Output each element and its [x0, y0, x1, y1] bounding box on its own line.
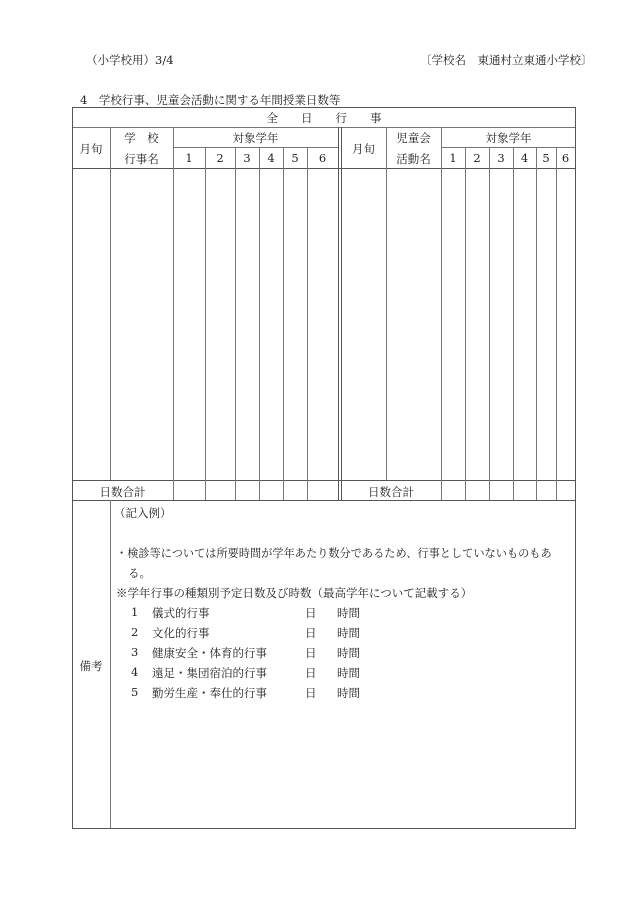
left-month-header: 月旬 — [79, 142, 103, 156]
right-activity-header-line1: 児童会 — [396, 131, 431, 145]
right-grade-5: 5 — [542, 151, 550, 165]
remarks-item-number: 4 — [131, 665, 139, 679]
remarks-item-hour-unit: 時間 — [337, 606, 360, 620]
left-grade-6: 6 — [318, 151, 327, 165]
page-header-left: （小学校用）3/4 — [86, 53, 174, 67]
remarks-item-day-unit: 日 — [305, 646, 317, 660]
right-total-label: 日数合計 — [368, 485, 414, 499]
remarks-plan-title: ※学年行事の種類別予定日数及び時数（最高学年について記載する） — [116, 586, 473, 600]
left-event-header-line2: 行事名 — [124, 152, 159, 166]
remarks-item-hour-unit: 時間 — [337, 686, 360, 700]
remarks-item-number: 3 — [131, 645, 139, 659]
remarks-note-line2: る。 — [128, 566, 151, 580]
left-event-header-line1: 学 校 — [124, 131, 159, 145]
table-top-header: 全 日 行 事 — [266, 111, 382, 125]
left-grade-5: 5 — [291, 151, 299, 165]
remarks-item-number: 2 — [131, 625, 139, 639]
remarks-item-number: 5 — [131, 685, 139, 699]
remarks-note-line1: ・検診等については所要時間が学年あたり数分であるため、行事としていないものもあ — [116, 547, 552, 560]
right-month-header: 月旬 — [352, 142, 375, 156]
remarks-item-hour-unit: 時間 — [337, 646, 360, 660]
right-grade-2: 2 — [473, 151, 481, 165]
remarks-item-name: 遠足・集団宿泊的行事 — [152, 666, 267, 680]
remarks-label: 備考 — [79, 659, 103, 673]
remarks-item-hour-unit: 時間 — [337, 666, 360, 680]
left-grade-4: 4 — [267, 151, 275, 165]
right-grade-6: 6 — [561, 151, 570, 165]
remarks-item-day-unit: 日 — [305, 626, 317, 640]
remarks-item-hour-unit: 時間 — [337, 626, 360, 640]
remarks-item-number: 1 — [131, 605, 139, 619]
right-activity-header-line2: 活動名 — [396, 152, 431, 166]
remarks-item-day-unit: 日 — [305, 686, 317, 700]
remarks-item-name: 勤労生産・奉仕的行事 — [152, 686, 267, 700]
remarks-item-name: 健康安全・体育的行事 — [152, 646, 267, 660]
section-title: 4 学校行事、児童会活動に関する年間授業日数等 — [80, 93, 341, 107]
left-total-label: 日数合計 — [99, 485, 146, 499]
page-header-right: 〔学校名 東通村立東通小学校〕 — [420, 53, 593, 67]
remarks-example-title: （記入例） — [114, 506, 172, 520]
remarks-item-day-unit: 日 — [305, 666, 317, 680]
remarks-item-day-unit: 日 — [305, 606, 317, 620]
left-grade-1: 1 — [185, 151, 193, 165]
right-target-grade-header: 対象学年 — [485, 131, 532, 145]
right-grade-1: 1 — [449, 151, 457, 165]
remarks-item-name: 文化的行事 — [152, 626, 210, 640]
left-target-grade-header: 対象学年 — [232, 131, 279, 145]
left-grade-3: 3 — [243, 151, 251, 165]
remarks-item-name: 儀式的行事 — [152, 606, 210, 620]
right-grade-4: 4 — [520, 151, 529, 165]
left-grade-2: 2 — [216, 151, 224, 165]
right-grade-3: 3 — [497, 151, 505, 165]
